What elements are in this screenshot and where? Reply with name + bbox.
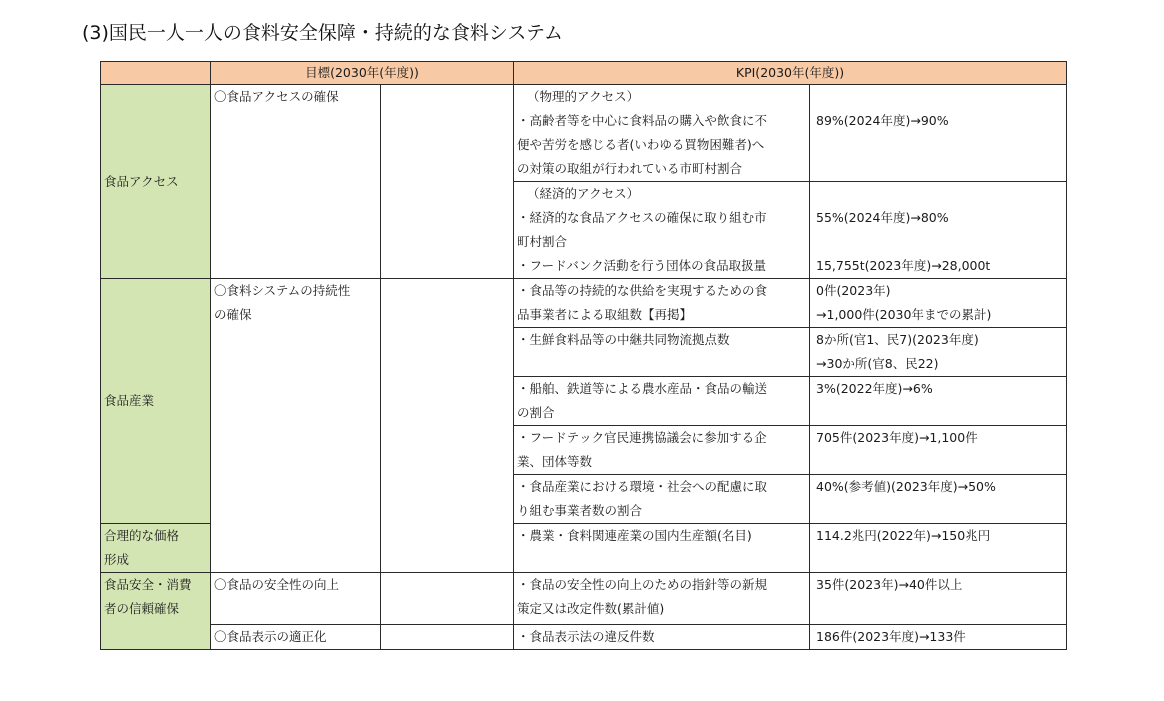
header-corner-cell [101,62,211,85]
table-row [101,625,1067,650]
kpi-value-cell: 0件(2023年) →1,000件(2030年までの累計) [810,279,1067,328]
goal-blank-cell [381,85,514,279]
header-goal: 目標(2030年(年度)) [211,62,514,85]
goal-blank-cell [381,573,514,625]
category-food-safety: 食品安全・消費 者の信頼確保 [101,573,211,650]
table-header-row [101,62,1067,85]
indicator-cell: ・食品の安全性の向上のための指針等の新規 策定又は改定件数(累計値) [514,573,810,625]
table-row [101,85,1067,182]
category-food-access: 食品アクセス [101,85,211,279]
indicator-cell: ・農業・食料関連産業の国内生産額(名目) [514,524,810,573]
kpi-value-cell: 3%(2022年度)→6% [810,377,1067,426]
indicator-cell: ・船舶、鉄道等による農水産品・食品の輸送 の割合 [514,377,810,426]
indicator-cell: ・食品産業における環境・社会への配慮に取 り組む事業者数の割合 [514,475,810,524]
kpi-value-cell: 705件(2023年度)→1,100件 [810,426,1067,475]
category-pricing: 合理的な価格 形成 [101,524,211,573]
goal-safety: 〇食品の安全性の向上 [211,573,381,625]
kpi-value-cell: 55%(2024年度)→80% 15,755t(2023年度)→28,000t [810,182,1067,279]
goal-blank-cell [381,625,514,650]
goal-system: 〇食料システムの持続性 の確保 [211,279,381,573]
indicator-cell: ・フードテック官民連携協議会に参加する企 業、団体等数 [514,426,810,475]
indicator-cell: ・食品表示法の違反件数 [514,625,810,650]
category-food-industry: 食品産業 [101,279,211,524]
kpi-value-cell: 8か所(官1、民7)(2023年度) →30か所(官8、民22) [810,328,1067,377]
table-row [101,279,1067,328]
goal-blank-cell [381,279,514,573]
table-row [101,573,1067,625]
kpi-value-cell: 40%(参考値)(2023年度)→50% [810,475,1067,524]
header-kpi: KPI(2030年(年度)) [514,62,1067,85]
kpi-table [100,61,1067,650]
indicator-cell: （経済的アクセス） ・経済的な食品アクセスの確保に取り組む市 町村割合 ・フードバンク活動を行う団体の食品取扱量 [514,182,810,279]
indicator-cell: （物理的アクセス） ・高齢者等を中心に食料品の購入や飲食に不 便や苦労を感じる者(いわゆる買物困難者)へ の対策の取組が行われている市町村割合 [514,85,810,182]
indicator-cell: ・食品等の持続的な供給を実現するための食 品事業者による取組数【再掲】 [514,279,810,328]
kpi-value-cell: 186件(2023年度)→133件 [810,625,1067,650]
kpi-value-cell: 35件(2023年)→40件以上 [810,573,1067,625]
kpi-value-cell: 89%(2024年度)→90% [810,85,1067,182]
goal-labeling: 〇食品表示の適正化 [211,625,381,650]
page-title: (3)国民一人一人の食料安全保障・持続的な食料システム [82,22,564,44]
kpi-value-cell: 114.2兆円(2022年)→150兆円 [810,524,1067,573]
indicator-cell: ・生鮮食料品等の中継共同物流拠点数 [514,328,810,377]
goal-access: 〇食品アクセスの確保 [211,85,381,279]
